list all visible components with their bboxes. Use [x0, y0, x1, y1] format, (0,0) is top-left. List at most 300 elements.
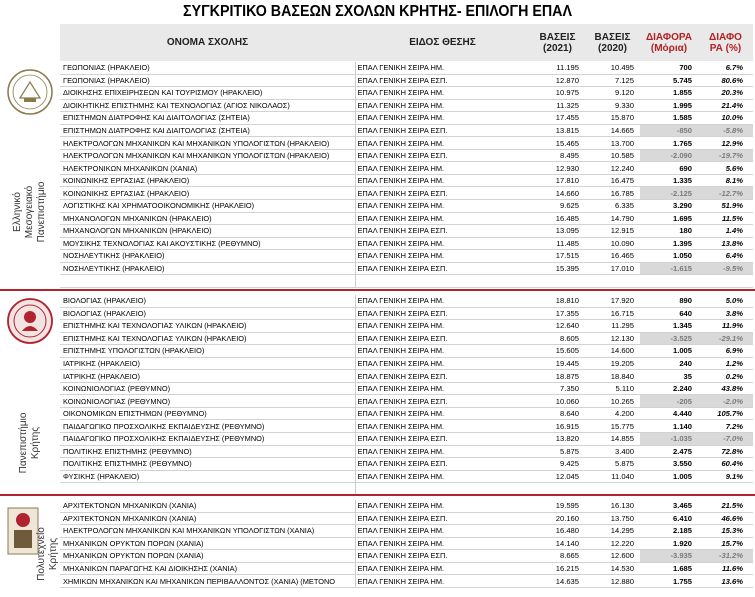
position-type-cell: ΕΠΑΛ ΓΕΝΙΚΗ ΣΕΙΡΑ ΗΜ. [355, 212, 530, 225]
diff-points-cell: -1.035 [640, 433, 698, 446]
score-2021-cell: 11.485 [530, 237, 585, 250]
diff-percent-cell: -2.0% [698, 395, 753, 408]
diff-percent-cell: 20.3% [698, 87, 753, 100]
section-tuc-label: Πολυτεχνείο Κρήτης [36, 527, 59, 581]
school-name-cell: ΜΗΧΑΝΙΚΩΝ ΟΡΥΚΤΩΝ ΠΟΡΩΝ (ΧΑΝΙΑ) [60, 550, 355, 563]
diff-percent-cell: 5.6% [698, 162, 753, 175]
diff-points-cell: -3.525 [640, 332, 698, 345]
table-row [60, 250, 753, 263]
diff-percent-cell: 1.4% [698, 225, 753, 238]
diff-percent-cell: 13.6% [698, 575, 753, 588]
position-type-cell: ΕΠΑΛ ΓΕΝΙΚΗ ΣΕΙΡΑ ΗΜ. [355, 470, 530, 483]
position-type-cell: ΕΠΑΛ ΓΕΝΙΚΗ ΣΕΙΡΑ ΗΜ. [355, 525, 530, 538]
position-type-cell: ΕΠΑΛ ΓΕΝΙΚΗ ΣΕΙΡΑ ΗΜ. [355, 407, 530, 420]
score-2021-cell: 5.875 [530, 445, 585, 458]
diff-points-cell: 6.410 [640, 512, 698, 525]
diff-percent-cell: 60.4% [698, 458, 753, 471]
diff-percent-cell: 1.2% [698, 357, 753, 370]
diff-percent-cell: 3.8% [698, 307, 753, 320]
position-type-cell: ΕΠΑΛ ΓΕΝΙΚΗ ΣΕΙΡΑ ΗΜ. [355, 62, 530, 74]
table-row [60, 562, 753, 575]
table-row [60, 370, 753, 383]
score-2020-cell: 5.875 [585, 458, 640, 471]
diff-points-cell: 890 [640, 295, 698, 307]
score-2021-cell: 12.045 [530, 470, 585, 483]
empty-cell [60, 275, 355, 288]
score-2020-cell: 10.090 [585, 237, 640, 250]
position-type-cell: ΕΠΑΛ ΓΕΝΙΚΗ ΣΕΙΡΑ ΕΣΠ. [355, 433, 530, 446]
school-name-cell: ΦΥΣΙΚΗΣ (ΗΡΑΚΛΕΙΟ) [60, 470, 355, 483]
position-type-cell: ΕΠΑΛ ΓΕΝΙΚΗ ΣΕΙΡΑ ΗΜ. [355, 537, 530, 550]
diff-points-cell: 1.005 [640, 470, 698, 483]
school-name-cell: ΓΕΩΠΟΝΙΑΣ (ΗΡΑΚΛΕΙΟ) [60, 74, 355, 87]
score-2021-cell: 19.445 [530, 357, 585, 370]
header-diff: ΔΙΑΦΟΡΑ (Μόρια) [640, 24, 698, 61]
score-2021-cell: 17.455 [530, 112, 585, 125]
score-2021-cell: 17.355 [530, 307, 585, 320]
diff-points-cell: -3.935 [640, 550, 698, 563]
diff-points-cell: 1.685 [640, 562, 698, 575]
diff-percent-cell: 0.2% [698, 370, 753, 383]
school-name-cell: ΔΙΟΙΚΗΤΙΚΗΣ ΕΠΙΣΤΗΜΗΣ ΚΑΙ ΤΕΧΝΟΛΟΓΙΑΣ (ΑΓΙΟΣ ΝΙΚΟΛΑΟΣ) [60, 99, 355, 112]
diff-points-cell: -2.090 [640, 149, 698, 162]
diff-percent-cell: -12.7% [698, 187, 753, 200]
position-type-cell: ΕΠΑΛ ΓΕΝΙΚΗ ΣΕΙΡΑ ΕΣΠ. [355, 512, 530, 525]
school-name-cell: ΜΗΧΑΝΙΚΩΝ ΠΑΡΑΓΩΓΗΣ ΚΑΙ ΔΙΟΙΚΗΣΗΣ (ΧΑΝΙΑ) [60, 562, 355, 575]
table-row [60, 162, 753, 175]
score-2021-cell: 8.605 [530, 332, 585, 345]
position-type-cell: ΕΠΑΛ ΓΕΝΙΚΗ ΣΕΙΡΑ ΗΜ. [355, 345, 530, 358]
score-2021-cell: 20.160 [530, 512, 585, 525]
score-2020-cell: 12.880 [585, 575, 640, 588]
school-name-cell: ΛΟΓΙΣΤΙΚΗΣ ΚΑΙ ΧΡΗΜΑΤΟΟΙΚΟΝΟΜΙΚΗΣ (ΗΡΑΚΛΕΙΟ) [60, 200, 355, 213]
diff-points-cell: 2.185 [640, 525, 698, 538]
school-name-cell: ΕΠΙΣΤΗΜΗΣ ΚΑΙ ΤΕΧΝΟΛΟΓΙΑΣ ΥΛΙΚΩΝ (ΗΡΑΚΛΕΙΟ) [60, 320, 355, 333]
position-type-cell: ΕΠΑΛ ΓΕΝΙΚΗ ΣΕΙΡΑ ΗΜ. [355, 357, 530, 370]
diff-percent-cell: 11.6% [698, 562, 753, 575]
diff-points-cell: 3.290 [640, 200, 698, 213]
score-2020-cell: 16.465 [585, 250, 640, 263]
position-type-cell: ΕΠΑΛ ΓΕΝΙΚΗ ΣΕΙΡΑ ΗΜ. [355, 87, 530, 100]
diff-percent-cell: 11.5% [698, 212, 753, 225]
score-2021-cell: 14.660 [530, 187, 585, 200]
diff-points-cell: 700 [640, 62, 698, 74]
diff-points-cell: -1.615 [640, 262, 698, 275]
table-row [60, 112, 753, 125]
position-type-cell: ΕΠΑΛ ΓΕΝΙΚΗ ΣΕΙΡΑ ΕΣΠ. [355, 332, 530, 345]
school-name-cell: ΕΠΙΣΤΗΜΗΣ ΥΠΟΛΟΓΙΣΤΩΝ (ΗΡΑΚΛΕΙΟ) [60, 345, 355, 358]
position-type-cell: ΕΠΑΛ ΓΕΝΙΚΗ ΣΕΙΡΑ ΕΣΠ. [355, 307, 530, 320]
diff-percent-cell: 21.5% [698, 500, 753, 512]
school-name-cell: ΔΙΟΙΚΗΣΗΣ ΕΠΙΧΕΙΡΗΣΕΩΝ ΚΑΙ ΤΟΥΡΙΣΜΟΥ (ΗΡΑΚΛΕΙΟ) [60, 87, 355, 100]
table-row [60, 537, 753, 550]
diff-percent-cell: 51.9% [698, 200, 753, 213]
diff-points-cell: 4.440 [640, 407, 698, 420]
school-name-cell: ΜΗΧΑΝΟΛΟΓΩΝ ΜΗΧΑΝΙΚΩΝ (ΗΡΑΚΛΕΙΟ) [60, 225, 355, 238]
position-type-cell: ΕΠΑΛ ΓΕΝΙΚΗ ΣΕΙΡΑ ΗΜ. [355, 137, 530, 150]
position-type-cell: ΕΠΑΛ ΓΕΝΙΚΗ ΣΕΙΡΑ ΗΜ. [355, 174, 530, 187]
university-seal-icon [6, 68, 54, 116]
diff-points-cell: 1.005 [640, 345, 698, 358]
score-2021-cell: 8.495 [530, 149, 585, 162]
diff-percent-cell: -31.2% [698, 550, 753, 563]
score-2021-cell: 19.595 [530, 500, 585, 512]
table-row [60, 395, 753, 408]
diff-points-cell: 5.745 [640, 74, 698, 87]
score-2020-cell: 14.600 [585, 345, 640, 358]
score-2021-cell: 15.605 [530, 345, 585, 358]
score-2020-cell: 14.295 [585, 525, 640, 538]
score-2021-cell: 9.425 [530, 458, 585, 471]
diff-percent-cell: 10.0% [698, 112, 753, 125]
diff-points-cell: 1.855 [640, 87, 698, 100]
diff-percent-cell: 46.6% [698, 512, 753, 525]
school-name-cell: ΚΟΙΝΩΝΙΟΛΟΓΙΑΣ (ΡΕΘΥΜΝΟ) [60, 395, 355, 408]
table-row [60, 320, 753, 333]
score-2021-cell: 9.625 [530, 200, 585, 213]
diff-points-cell: 1.585 [640, 112, 698, 125]
section-uoc-sidebar [0, 293, 60, 491]
score-2020-cell: 10.585 [585, 149, 640, 162]
table-row [60, 200, 753, 213]
position-type-cell: ΕΠΑΛ ΓΕΝΙΚΗ ΣΕΙΡΑ ΕΣΠ. [355, 187, 530, 200]
score-2020-cell: 4.200 [585, 407, 640, 420]
table-row [60, 512, 753, 525]
diff-percent-cell: 13.8% [698, 237, 753, 250]
spacer-row [60, 275, 753, 288]
table-row [60, 357, 753, 370]
athena-seal-icon [6, 297, 54, 345]
table-row [60, 149, 753, 162]
table-row [60, 225, 753, 238]
empty-cell [698, 275, 753, 288]
score-2020-cell: 6.335 [585, 200, 640, 213]
position-type-cell: ΕΠΑΛ ΓΕΝΙΚΗ ΣΕΙΡΑ ΗΜ. [355, 382, 530, 395]
diff-points-cell: 2.240 [640, 382, 698, 395]
table-row [60, 212, 753, 225]
score-2021-cell: 14.140 [530, 537, 585, 550]
position-type-cell: ΕΠΑΛ ΓΕΝΙΚΗ ΣΕΙΡΑ ΕΣΠ. [355, 74, 530, 87]
school-name-cell: ΚΟΙΝΩΝΙΚΗΣ ΕΡΓΑΣΙΑΣ (ΗΡΑΚΛΕΙΟ) [60, 174, 355, 187]
diff-points-cell: 640 [640, 307, 698, 320]
score-2020-cell: 17.920 [585, 295, 640, 307]
diff-points-cell: 1.920 [640, 537, 698, 550]
diff-percent-cell: -5.8% [698, 124, 753, 137]
diff-points-cell: 1.765 [640, 137, 698, 150]
position-type-cell: ΕΠΑΛ ΓΕΝΙΚΗ ΣΕΙΡΑ ΗΜ. [355, 200, 530, 213]
school-name-cell: ΠΟΛΙΤΙΚΗΣ ΕΠΙΣΤΗΜΗΣ (ΡΕΘΥΜΝΟ) [60, 458, 355, 471]
score-2020-cell: 12.130 [585, 332, 640, 345]
score-2021-cell: 15.395 [530, 262, 585, 275]
score-2021-cell: 16.480 [530, 525, 585, 538]
table-row [60, 458, 753, 471]
school-name-cell: ΑΡΧΙΤΕΚΤΟΝΩΝ ΜΗΧΑΝΙΚΩΝ (ΧΑΝΙΑ) [60, 500, 355, 512]
school-name-cell: ΕΠΙΣΤΗΜΩΝ ΔΙΑΤΡΟΦΗΣ ΚΑΙ ΔΙΑΙΤΟΛΟΓΙΑΣ (ΣΗΤΕΙΑ) [60, 112, 355, 125]
diff-points-cell: 690 [640, 162, 698, 175]
diff-points-cell: 240 [640, 357, 698, 370]
score-2020-cell: 16.130 [585, 500, 640, 512]
score-2020-cell: 18.840 [585, 370, 640, 383]
diff-points-cell: 1.140 [640, 420, 698, 433]
school-name-cell: ΚΟΙΝΩΝΙΚΗΣ ΕΡΓΑΣΙΑΣ (ΗΡΑΚΛΕΙΟ) [60, 187, 355, 200]
school-name-cell: ΗΛΕΚΤΡΟΛΟΓΩΝ ΜΗΧΑΝΙΚΩΝ ΚΑΙ ΜΗΧΑΝΙΚΩΝ ΥΠΟΛΟΓΙΣΤΩΝ (ΗΡΑΚΛΕΙΟ) [60, 149, 355, 162]
school-name-cell: ΙΑΤΡΙΚΗΣ (ΗΡΑΚΛΕΙΟ) [60, 370, 355, 383]
score-2021-cell: 13.095 [530, 225, 585, 238]
score-2020-cell: 19.205 [585, 357, 640, 370]
table-row [60, 174, 753, 187]
position-type-cell: ΕΠΑΛ ΓΕΝΙΚΗ ΣΕΙΡΑ ΕΣΠ. [355, 550, 530, 563]
section-separator [0, 289, 755, 291]
school-name-cell: ΙΑΤΡΙΚΗΣ (ΗΡΑΚΛΕΙΟ) [60, 357, 355, 370]
school-name-cell: ΠΟΛΙΤΙΚΗΣ ΕΠΙΣΤΗΜΗΣ (ΡΕΘΥΜΝΟ) [60, 445, 355, 458]
school-name-cell: ΝΟΣΗΛΕΥΤΙΚΗΣ (ΗΡΑΚΛΕΙΟ) [60, 250, 355, 263]
header-2020: ΒΑΣΕΙΣ (2020) [585, 24, 640, 61]
school-name-cell: ΜΟΥΣΙΚΗΣ ΤΕΧΝΟΛΟΓΙΑΣ ΚΑΙ ΑΚΟΥΣΤΙΚΗΣ (ΡΕΘΥΜΝΟ) [60, 237, 355, 250]
position-type-cell: ΕΠΑΛ ΓΕΝΙΚΗ ΣΕΙΡΑ ΕΣΠ. [355, 395, 530, 408]
table-row [60, 74, 753, 87]
header-name: ΟΝΟΜΑ ΣΧΟΛΗΣ [60, 24, 355, 61]
score-2021-cell: 17.810 [530, 174, 585, 187]
score-2020-cell: 9.330 [585, 99, 640, 112]
table-row [60, 382, 753, 395]
score-2020-cell: 13.700 [585, 137, 640, 150]
score-2021-cell: 12.870 [530, 74, 585, 87]
score-2021-cell: 10.975 [530, 87, 585, 100]
table-row [60, 295, 753, 307]
position-type-cell: ΕΠΑΛ ΓΕΝΙΚΗ ΣΕΙΡΑ ΗΜ. [355, 500, 530, 512]
score-2021-cell: 18.810 [530, 295, 585, 307]
score-2020-cell: 17.010 [585, 262, 640, 275]
score-2020-cell: 3.400 [585, 445, 640, 458]
table-row [60, 62, 753, 74]
score-2021-cell: 10.060 [530, 395, 585, 408]
table-row [60, 420, 753, 433]
score-2021-cell: 16.915 [530, 420, 585, 433]
score-2021-cell: 8.640 [530, 407, 585, 420]
position-type-cell: ΕΠΑΛ ΓΕΝΙΚΗ ΣΕΙΡΑ ΗΜ. [355, 112, 530, 125]
table-row [60, 87, 753, 100]
score-2021-cell: 8.665 [530, 550, 585, 563]
table-row [60, 433, 753, 446]
diff-percent-cell: 21.4% [698, 99, 753, 112]
table-row [60, 124, 753, 137]
diff-percent-cell: 6.9% [698, 345, 753, 358]
diff-points-cell: 1.995 [640, 99, 698, 112]
score-2021-cell: 12.930 [530, 162, 585, 175]
position-type-cell: ΕΠΑΛ ΓΕΝΙΚΗ ΣΕΙΡΑ ΗΜ. [355, 320, 530, 333]
table-row [60, 575, 753, 588]
diff-points-cell: -205 [640, 395, 698, 408]
position-type-cell: ΕΠΑΛ ΓΕΝΙΚΗ ΣΕΙΡΑ ΗΜ. [355, 237, 530, 250]
diff-percent-cell: 8.1% [698, 174, 753, 187]
diff-percent-cell: 80.6% [698, 74, 753, 87]
school-name-cell: ΗΛΕΚΤΡΟΛΟΓΩΝ ΜΗΧΑΝΙΚΩΝ ΚΑΙ ΜΗΧΑΝΙΚΩΝ ΥΠΟΛΟΓΙΣΤΩΝ (ΧΑΝΙΑ) [60, 525, 355, 538]
score-2020-cell: 14.790 [585, 212, 640, 225]
diff-points-cell: 1.695 [640, 212, 698, 225]
diff-percent-cell: 15.3% [698, 525, 753, 538]
header-2021: ΒΑΣΕΙΣ (2021) [530, 24, 585, 61]
table-row [60, 99, 753, 112]
diff-percent-cell: 15.7% [698, 537, 753, 550]
table-row [60, 237, 753, 250]
table-row [60, 262, 753, 275]
diff-points-cell: 1.395 [640, 237, 698, 250]
score-2021-cell: 16.485 [530, 212, 585, 225]
score-2020-cell: 12.240 [585, 162, 640, 175]
score-2021-cell: 16.215 [530, 562, 585, 575]
score-2021-cell: 13.815 [530, 124, 585, 137]
diff-percent-cell: -19.7% [698, 149, 753, 162]
section-tuc-table [60, 500, 753, 588]
diff-percent-cell: 5.0% [698, 295, 753, 307]
empty-cell [530, 275, 585, 288]
score-2020-cell: 11.040 [585, 470, 640, 483]
position-type-cell: ΕΠΑΛ ΓΕΝΙΚΗ ΣΕΙΡΑ ΕΣΠ. [355, 149, 530, 162]
position-type-cell: ΕΠΑΛ ΓΕΝΙΚΗ ΣΕΙΡΑ ΗΜ. [355, 295, 530, 307]
school-name-cell: ΜΗΧΑΝΟΛΟΓΩΝ ΜΗΧΑΝΙΚΩΝ (ΗΡΑΚΛΕΙΟ) [60, 212, 355, 225]
position-type-cell: ΕΠΑΛ ΓΕΝΙΚΗ ΣΕΙΡΑ ΕΣΠ. [355, 225, 530, 238]
table-row [60, 470, 753, 483]
score-2020-cell: 13.750 [585, 512, 640, 525]
diff-percent-cell: -9.5% [698, 262, 753, 275]
score-2020-cell: 10.495 [585, 62, 640, 74]
score-2020-cell: 9.120 [585, 87, 640, 100]
position-type-cell: ΕΠΑΛ ΓΕΝΙΚΗ ΣΕΙΡΑ ΗΜ. [355, 420, 530, 433]
diff-points-cell: -850 [640, 124, 698, 137]
table-row [60, 500, 753, 512]
score-2020-cell: 15.775 [585, 420, 640, 433]
diff-points-cell: -2.125 [640, 187, 698, 200]
section-hmu-table [60, 62, 753, 288]
school-name-cell: ΒΙΟΛΟΓΙΑΣ (ΗΡΑΚΛΕΙΟ) [60, 295, 355, 307]
position-type-cell: ΕΠΑΛ ΓΕΝΙΚΗ ΣΕΙΡΑ ΕΣΠ. [355, 124, 530, 137]
table-row [60, 332, 753, 345]
score-2021-cell: 7.350 [530, 382, 585, 395]
score-2020-cell: 14.665 [585, 124, 640, 137]
position-type-cell: ΕΠΑΛ ΓΕΝΙΚΗ ΣΕΙΡΑ ΗΜ. [355, 250, 530, 263]
table-row [60, 345, 753, 358]
score-2021-cell: 18.875 [530, 370, 585, 383]
position-type-cell: ΕΠΑΛ ΓΕΝΙΚΗ ΣΕΙΡΑ ΕΣΠ. [355, 370, 530, 383]
diff-percent-cell: 7.2% [698, 420, 753, 433]
table-row [60, 550, 753, 563]
position-type-cell: ΕΠΑΛ ΓΕΝΙΚΗ ΣΕΙΡΑ ΕΣΠ. [355, 458, 530, 471]
position-type-cell: ΕΠΑΛ ΓΕΝΙΚΗ ΣΕΙΡΑ ΕΣΠ. [355, 262, 530, 275]
table-row [60, 445, 753, 458]
empty-cell [640, 275, 698, 288]
position-type-cell: ΕΠΑΛ ΓΕΝΙΚΗ ΣΕΙΡΑ ΗΜ. [355, 575, 530, 588]
table-row [60, 307, 753, 320]
score-2020-cell: 14.855 [585, 433, 640, 446]
school-name-cell: ΚΟΙΝΩΝΙΟΛΟΓΙΑΣ (ΡΕΘΥΜΝΟ) [60, 382, 355, 395]
score-2021-cell: 11.325 [530, 99, 585, 112]
school-name-cell: ΗΛΕΚΤΡΟΛΟΓΩΝ ΜΗΧΑΝΙΚΩΝ ΚΑΙ ΜΗΧΑΝΙΚΩΝ ΥΠΟΛΟΓΙΣΤΩΝ (ΗΡΑΚΛΕΙΟ) [60, 137, 355, 150]
score-2020-cell: 11.295 [585, 320, 640, 333]
section-tuc-sidebar [0, 498, 60, 597]
score-2020-cell: 14.530 [585, 562, 640, 575]
school-name-cell: ΕΠΙΣΤΗΜΗΣ ΚΑΙ ΤΕΧΝΟΛΟΓΙΑΣ ΥΛΙΚΩΝ (ΗΡΑΚΛΕΙΟ) [60, 332, 355, 345]
diff-percent-cell: 6.4% [698, 250, 753, 263]
school-name-cell: ΑΡΧΙΤΕΚΤΟΝΩΝ ΜΗΧΑΝΙΚΩΝ (ΧΑΝΙΑ) [60, 512, 355, 525]
diff-percent-cell: 11.9% [698, 320, 753, 333]
score-2020-cell: 16.785 [585, 187, 640, 200]
diff-percent-cell: 6.7% [698, 62, 753, 74]
table-row [60, 525, 753, 538]
header-pct: ΔΙΑΦΟ ΡΑ (%) [698, 24, 753, 61]
score-2020-cell: 16.715 [585, 307, 640, 320]
diff-points-cell: 1.755 [640, 575, 698, 588]
diff-points-cell: 180 [640, 225, 698, 238]
school-name-cell: ΒΙΟΛΟΓΙΑΣ (ΗΡΑΚΛΕΙΟ) [60, 307, 355, 320]
school-name-cell: ΜΗΧΑΝΙΚΩΝ ΟΡΥΚΤΩΝ ΠΟΡΩΝ (ΧΑΝΙΑ) [60, 537, 355, 550]
school-name-cell: ΕΠΙΣΤΗΜΩΝ ΔΙΑΤΡΟΦΗΣ ΚΑΙ ΔΙΑΙΤΟΛΟΓΙΑΣ (ΣΗΤΕΙΑ) [60, 124, 355, 137]
table-row [60, 137, 753, 150]
section-separator [0, 494, 755, 496]
section-uoc-label: Πανεπιστήμιο Κρήτης [18, 412, 41, 474]
diff-percent-cell: 43.8% [698, 382, 753, 395]
diff-points-cell: 1.345 [640, 320, 698, 333]
score-2021-cell: 14.635 [530, 575, 585, 588]
diff-points-cell: 1.050 [640, 250, 698, 263]
score-2021-cell: 15.465 [530, 137, 585, 150]
section-uoc-table [60, 295, 753, 496]
section-hmu-label: Ελληνικό Μεσογειακό Πανεπιστήμιο [12, 181, 47, 243]
position-type-cell: ΕΠΑΛ ΓΕΝΙΚΗ ΣΕΙΡΑ ΗΜ. [355, 162, 530, 175]
diff-percent-cell: 12.9% [698, 137, 753, 150]
diff-percent-cell: 105.7% [698, 407, 753, 420]
school-name-cell: ΓΕΩΠΟΝΙΑΣ (ΗΡΑΚΛΕΙΟ) [60, 62, 355, 74]
diff-points-cell: 3.550 [640, 458, 698, 471]
score-2021-cell: 12.640 [530, 320, 585, 333]
school-name-cell: ΝΟΣΗΛΕΥΤΙΚΗΣ (ΗΡΑΚΛΕΙΟ) [60, 262, 355, 275]
diff-percent-cell: -29.1% [698, 332, 753, 345]
page-title: ΣΥΓΚΡΙΤΙΚΟ ΒΑΣΕΩΝ ΣΧΟΛΩΝ ΚΡΗΤΗΣ- ΕΠΙΛΟΓΗ ΕΠΑΛ [183, 3, 572, 20]
diff-points-cell: 35 [640, 370, 698, 383]
school-name-cell: ΠΑΙΔΑΓΩΓΙΚΟ ΠΡΟΣΧΟΛΙΚΗΣ ΕΚΠΑΙΔΕΥΣΗΣ (ΡΕΘΥΜΝΟ) [60, 433, 355, 446]
score-2020-cell: 10.265 [585, 395, 640, 408]
diff-percent-cell: 72.8% [698, 445, 753, 458]
score-2020-cell: 16.475 [585, 174, 640, 187]
diff-percent-cell: 9.1% [698, 470, 753, 483]
position-type-cell: ΕΠΑΛ ΓΕΝΙΚΗ ΣΕΙΡΑ ΗΜ. [355, 99, 530, 112]
empty-cell [355, 275, 530, 288]
school-name-cell: ΧΗΜΙΚΩΝ ΜΗΧΑΝΙΚΩΝ ΚΑΙ ΜΗΧΑΝΙΚΩΝ ΠΕΡΙΒΑΛΛΟΝΤΟΣ (ΧΑΝΙΑ) (ΜΕΤΟΝΟ [60, 575, 355, 588]
position-type-cell: ΕΠΑΛ ΓΕΝΙΚΗ ΣΕΙΡΑ ΗΜ. [355, 445, 530, 458]
score-2020-cell: 12.915 [585, 225, 640, 238]
score-2020-cell: 12.220 [585, 537, 640, 550]
position-type-cell: ΕΠΑΛ ΓΕΝΙΚΗ ΣΕΙΡΑ ΗΜ. [355, 562, 530, 575]
header-type: ΕΙΔΟΣ ΘΕΣΗΣ [355, 24, 530, 61]
school-name-cell: ΠΑΙΔΑΓΩΓΙΚΟ ΠΡΟΣΧΟΛΙΚΗΣ ΕΚΠΑΙΔΕΥΣΗΣ (ΡΕΘΥΜΝΟ) [60, 420, 355, 433]
section-hmu-sidebar [0, 62, 60, 288]
score-2021-cell: 17.515 [530, 250, 585, 263]
diff-points-cell: 2.475 [640, 445, 698, 458]
diff-points-cell: 3.465 [640, 500, 698, 512]
table-row [60, 407, 753, 420]
empty-cell [585, 275, 640, 288]
score-2020-cell: 12.600 [585, 550, 640, 563]
score-2021-cell: 11.195 [530, 62, 585, 74]
school-name-cell: ΗΛΕΚΤΡΟΝΙΚΩΝ ΜΗΧΑΝΙΚΩΝ (ΧΑΝΙΑ) [60, 162, 355, 175]
score-2021-cell: 13.820 [530, 433, 585, 446]
score-2020-cell: 15.870 [585, 112, 640, 125]
diff-percent-cell: -7.0% [698, 433, 753, 446]
table-row [60, 187, 753, 200]
diff-points-cell: 1.335 [640, 174, 698, 187]
score-2020-cell: 5.110 [585, 382, 640, 395]
score-2020-cell: 7.125 [585, 74, 640, 87]
school-name-cell: ΟΙΚΟΝΟΜΙΚΩΝ ΕΠΙΣΤΗΜΩΝ (ΡΕΘΥΜΝΟ) [60, 407, 355, 420]
